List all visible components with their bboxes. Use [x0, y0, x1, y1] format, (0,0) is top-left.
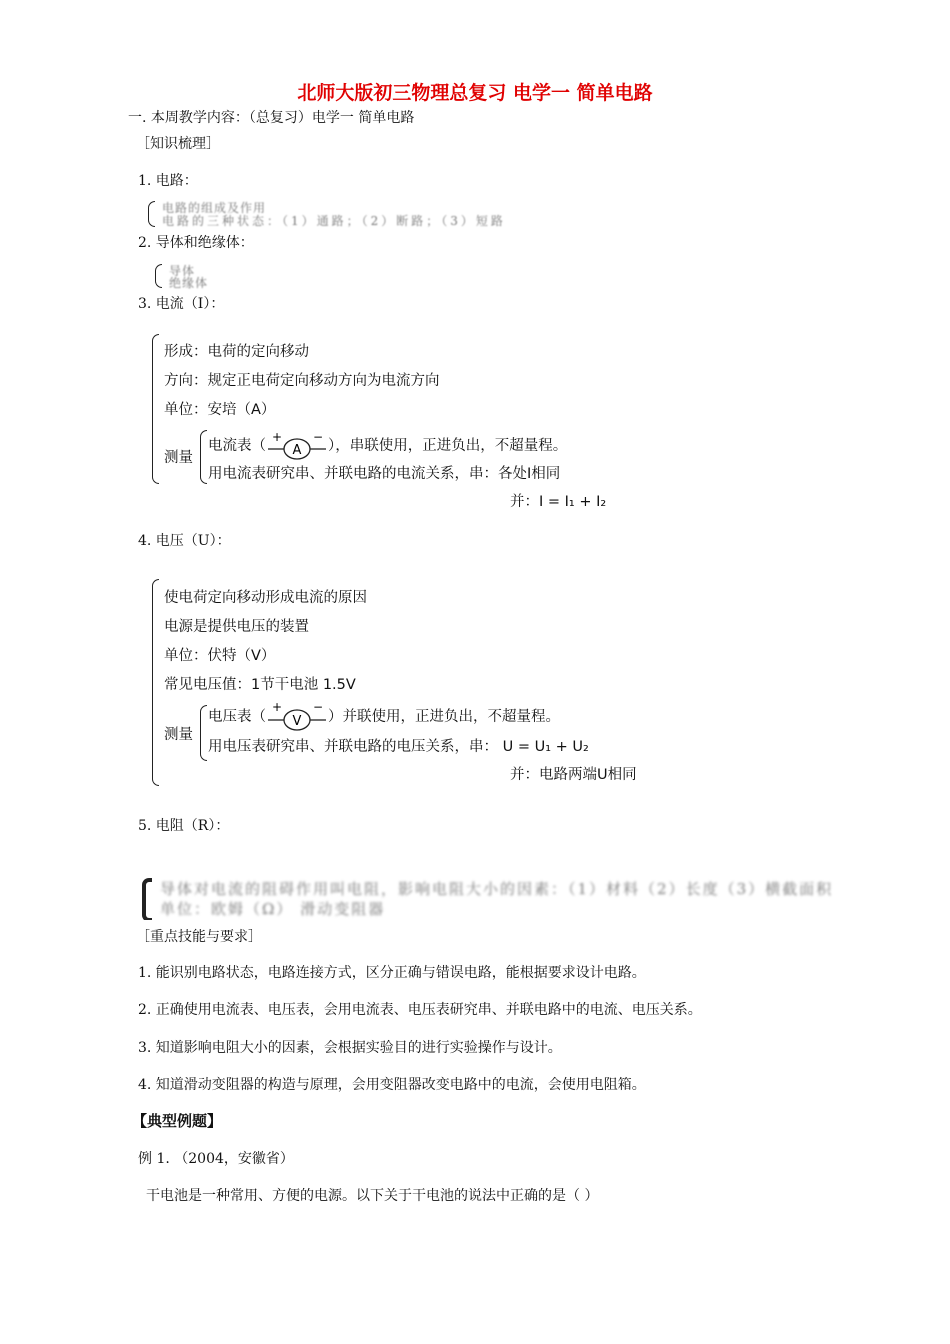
- voltmeter-line: [208, 701, 560, 733]
- voltage-study: 用电压表研究串、并联电路的电压关系，串： U = U₁ + U₂: [208, 739, 589, 755]
- ammeter-symbol: A: [292, 443, 302, 458]
- skill-item: 4. 知道滑动变阻器的构造与原理，会用变阻器改变电路中的电流，会使用电阻箱。: [138, 1077, 646, 1093]
- current-diagram: [152, 330, 672, 520]
- inner-brace: [200, 705, 207, 761]
- blurred-line: 导体对电流的阻碍作用叫电阻，影响电阻大小的因素：（1）材料（2）长度（3）横截面积: [160, 880, 834, 898]
- voltage-diagram: [152, 575, 692, 800]
- example-1-label: 例 1. （2004，安徽省）: [138, 1151, 294, 1167]
- skills-heading: ［重点技能与要求］: [136, 929, 262, 945]
- voltage-unit: 单位：伏特（V）: [164, 648, 276, 664]
- section-1-heading: 1. 电路：: [138, 173, 198, 189]
- section-5-image: [142, 876, 932, 920]
- ammeter-line: [208, 431, 567, 461]
- voltage-source: 电源是提供电压的装置: [164, 619, 309, 635]
- outer-brace: [152, 579, 159, 786]
- minus-sign: −: [312, 701, 324, 714]
- current-unit: 单位：安培（A）: [164, 402, 276, 418]
- section-5-heading: 5. 电阻（R）：: [138, 818, 230, 834]
- voltmeter-prefix: 电压表（: [208, 709, 266, 725]
- voltage-parallel: 并：电路两端U相同: [510, 767, 637, 783]
- voltmeter-suffix: ）并联使用，正进负出，不超量程。: [328, 709, 560, 725]
- voltage-cause: 使电荷定向移动形成电流的原因: [164, 590, 367, 606]
- blurred-line: 绝缘体: [169, 276, 209, 290]
- blurred-line: 单位：欧姆（Ω） 滑动变阻器: [160, 900, 386, 918]
- blurred-line: 电路的三种状态：（1）通路；（2）断路；（3）短路: [162, 214, 506, 228]
- measure-label: 测量: [164, 727, 193, 743]
- voltmeter-symbol: V: [292, 714, 302, 729]
- voltmeter-icon: [266, 701, 328, 733]
- minus-sign: −: [312, 431, 324, 444]
- current-direction: 方向：规定正电荷定向移动方向为电流方向: [164, 373, 440, 389]
- skill-item: 1. 能识别电路状态，电路连接方式，区分正确与错误电路，能根据要求设计电路。: [138, 965, 646, 981]
- ammeter-prefix: 电流表（: [208, 438, 266, 454]
- plus-sign: +: [271, 431, 283, 444]
- section-3-heading: 3. 电流（I）：: [138, 296, 225, 312]
- knowledge-heading: ［知识梳理］: [136, 136, 220, 152]
- skill-item: 2. 正确使用电流表、电压表，会用电流表、电压表研究串、并联电路中的电流、电压关系。: [138, 1002, 702, 1018]
- examples-heading: 【典型例题】: [132, 1112, 223, 1130]
- voltage-common: 常见电压值：1节干电池 1.5V: [164, 677, 356, 693]
- measure-label: 测量: [164, 450, 193, 466]
- ammeter-suffix: ），串联使用，正进负出，不超量程。: [328, 438, 568, 454]
- blurred-line: 导体: [169, 264, 196, 278]
- blurred-line: 电路的组成及作用: [162, 201, 267, 215]
- intro-line: 一. 本周教学内容：（总复习）电学一 简单电路: [128, 110, 415, 126]
- current-study: 用电流表研究串、并联电路的电流关系，串：各处I相同: [208, 466, 561, 482]
- section-4-heading: 4. 电压（U）：: [138, 533, 231, 549]
- document-title: 北师大版初三物理总复习 电学一 简单电路: [297, 82, 653, 104]
- example-1-text: 干电池是一种常用、方便的电源。以下关于干电池的说法中正确的是（ ）: [146, 1188, 599, 1204]
- current-formation: 形成：电荷的定向移动: [164, 344, 309, 360]
- current-parallel: 并：I = I₁ + I₂: [510, 494, 607, 510]
- ammeter-icon: [266, 431, 328, 461]
- brace: [155, 264, 162, 288]
- section-2-heading: 2. 导体和绝缘体：: [138, 235, 254, 251]
- plus-sign: +: [271, 701, 283, 714]
- brace: [142, 878, 152, 920]
- brace: [148, 201, 155, 227]
- inner-brace: [200, 430, 207, 484]
- outer-brace: [152, 334, 159, 484]
- skill-item: 3. 知道影响电阻大小的因素，会根据实验目的进行实验操作与设计。: [138, 1040, 562, 1056]
